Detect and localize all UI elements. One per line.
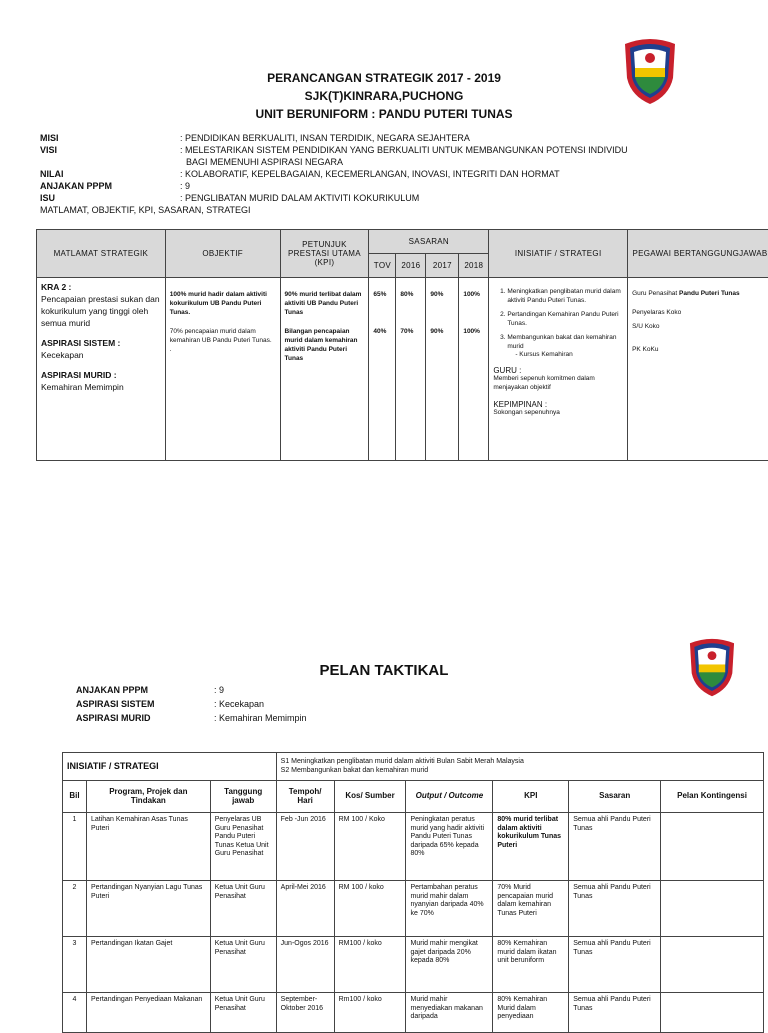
cell-tanggung: Ketua Unit Guru Penasihat — [210, 993, 276, 1033]
mission-info — [40, 132, 646, 216]
table-row — [63, 881, 764, 937]
info-label: VISI — [40, 145, 58, 155]
cell-output: Peningkatan peratus murid yang hadir aktiviti Pandu Puteri Tunas daripada 65% kepada 80% — [406, 813, 493, 881]
header-program: Program, Projek dan Tindakan — [86, 781, 210, 813]
tov-2: 40% — [373, 328, 387, 335]
cell-sasaran: Semua ahli Pandu Puteri Tunas — [569, 881, 661, 937]
pegawai-cell — [628, 278, 768, 461]
cell-tanggung: Ketua Unit Guru Penasihat — [210, 881, 276, 937]
cell-bil: 2 — [63, 881, 87, 937]
pegawai-1 — [632, 290, 768, 299]
tov-1: 65% — [373, 291, 387, 298]
header-pegawai: PEGAWAI BERTANGGUNGJAWAB — [628, 230, 768, 278]
strategi-1: S1 Meningkatkan penglibatan murid dalam aktiviti Bulan Sabit Merah Malaysia — [280, 758, 524, 765]
header-tempoh: Tempoh/ Hari — [276, 781, 334, 813]
inisiatif-strategi-label: INISIATIF / STRATEGI — [63, 753, 277, 781]
header-pelan: Pelan Kontingensi — [661, 781, 764, 813]
pelan-info-label: ASPIRASI SISTEM — [76, 699, 155, 709]
cell-tempoh: April-Mei 2016 — [276, 881, 334, 937]
title-line-3: UNIT BERUNIFORM : PANDU PUTERI TUNAS — [255, 107, 513, 121]
cell-tanggung: Penyelaras UB Guru Penasihat Pandu Puteri Tunas Ketua Unit Guru Penasihat — [210, 813, 276, 881]
kra-text: Pencapaian prestasi sukan dan kokurikulum yang tinggi oleh semua murid — [41, 294, 160, 328]
pelan-info-label: ASPIRASI MURID — [76, 713, 151, 723]
info-label: NILAI — [40, 169, 64, 179]
pegawai-1-prefix: Guru Penasihat — [632, 290, 680, 297]
y2016-1: 80% — [400, 291, 414, 298]
cell-kos: Rm100 / koko — [334, 993, 406, 1033]
objektif-3: . — [169, 346, 172, 353]
inisiatif-cell — [489, 278, 628, 461]
title-line-1: PERANCANGAN STRATEGIK 2017 - 2019 — [267, 71, 501, 85]
kpi-1: 90% murid terlibat dalam aktiviti UB Pandu Puteri Tunas — [284, 291, 362, 316]
pelan-info-value: : 9 — [214, 685, 225, 695]
strategic-plan-table — [36, 229, 768, 461]
pelan-info-label: ANJAKAN PPPM — [76, 685, 149, 695]
table-row — [63, 993, 764, 1033]
pegawai-3: S/U Koko — [632, 323, 660, 330]
kepimpinan-text: Sokongan sepenuhnya — [493, 409, 560, 416]
cell-pelan — [661, 813, 764, 881]
cell-kpi: 80% Kemahiran Murid dalam penyediaan — [493, 993, 569, 1033]
cell-kos: RM 100 / Koko — [334, 813, 406, 881]
header-kpi: PETUNJUK PRESTASI UTAMA (KPI) — [280, 230, 369, 278]
objektif-cell — [165, 278, 280, 461]
cell-bil: 4 — [63, 993, 87, 1033]
header-sasaran: Sasaran — [569, 781, 661, 813]
aspirasi-sistem-value: Kecekapan — [41, 350, 84, 360]
title-line-2: SJK(T)KINRARA,PUCHONG — [304, 89, 464, 103]
info-label: MISI — [40, 133, 59, 143]
guru-label: GURU : — [493, 366, 522, 375]
cell-pelan — [661, 881, 764, 937]
cell-program: Pertandingan Ikatan Gajet — [86, 937, 210, 993]
info-value: BAGI MEMENUHI ASPIRASI NEGARA — [186, 157, 344, 167]
y2018-1: 100% — [463, 291, 480, 298]
aspirasi-sistem-label: ASPIRASI SISTEM : — [41, 338, 121, 348]
y2018-cell — [459, 278, 489, 461]
y2016-cell — [396, 278, 426, 461]
cell-kos: RM 100 / koko — [334, 881, 406, 937]
strategi-cell — [276, 753, 763, 781]
aspirasi-murid-value: Kemahiran Memimpin — [41, 382, 124, 392]
info-value: : PENDIDIKAN BERKUALITI, INSAN TERDIDIK, NEGARA SEJAHTERA — [180, 133, 470, 143]
kpi-cell — [280, 278, 369, 461]
objektif-1: 100% murid hadir dalam aktiviti kokurikulum UB Pandu Puteri Tunas. — [169, 291, 267, 316]
header-kos: Kos/ Sumber — [334, 781, 406, 813]
cell-pelan — [661, 937, 764, 993]
header-2017: 2017 — [426, 254, 459, 278]
cell-sasaran: Semua ahli Pandu Puteri Tunas — [569, 993, 661, 1033]
header-2016: 2016 — [396, 254, 426, 278]
y2017-2: 90% — [430, 328, 444, 335]
header-tov: TOV — [369, 254, 396, 278]
cell-output: Murid mahir menyediakan makanan daripada — [406, 993, 493, 1033]
cell-output: Pertambahan peratus murid mahir dalam nyanyian daripada 40% ke 70% — [406, 881, 493, 937]
cell-program: Pertandingan Nyanyian Lagu Tunas Puteri — [86, 881, 210, 937]
cell-pelan — [661, 993, 764, 1033]
cell-sasaran: Semua ahli Pandu Puteri Tunas — [569, 813, 661, 881]
kra-title: KRA 2 : — [41, 282, 72, 292]
y2018-2: 100% — [463, 328, 480, 335]
header-sasaran: SASARAN — [369, 230, 489, 254]
cell-kos: RM100 / koko — [334, 937, 406, 993]
cell-kpi: 80% Kemahiran murid dalam ikatan unit beruniform — [493, 937, 569, 993]
cell-tempoh: Jun-Ogos 2016 — [276, 937, 334, 993]
header-objektif: OBJEKTIF — [165, 230, 280, 278]
info-value: : 9 — [180, 181, 191, 191]
aspirasi-murid-label: ASPIRASI MURID : — [41, 370, 117, 380]
header-kpi: KPI — [493, 781, 569, 813]
cell-output: Murid mahir mengikat gajet daripada 20% kepada 80% — [406, 937, 493, 993]
info-label — [40, 156, 180, 168]
header-2018: 2018 — [459, 254, 489, 278]
inisiatif-item: 3. Membangunkan bakat dan kemahiran murid — [507, 334, 623, 351]
y2017-cell — [426, 278, 459, 461]
cell-program: Pertandingan Penyediaan Makanan — [86, 993, 210, 1033]
y2017-1: 90% — [430, 291, 444, 298]
header-inisiatif: INISIATIF / STRATEGI — [489, 230, 628, 278]
inisiatif-item: 2. Pertandingan Kemahiran Pandu Puteri Tunas. — [507, 311, 623, 328]
inisiatif-item: 1. Meningkatkan penglibatan murid dalam aktiviti Pandu Puteri Tunas. — [507, 288, 623, 305]
inisiatif-list — [493, 288, 623, 351]
cell-tempoh: Feb -Jun 2016 — [276, 813, 334, 881]
tactical-plan-table — [62, 752, 764, 1033]
info-label: ISU — [40, 193, 56, 203]
info-label: ANJAKAN PPPM — [40, 181, 113, 191]
info-value: : KOLABORATIF, KEPELBAGAIAN, KECEMERLANGAN, INOVASI, INTEGRITI DAN HORMAT — [180, 169, 560, 179]
header-tanggung: Tanggung jawab — [210, 781, 276, 813]
pelan-title: PELAN TAKTIKAL — [319, 662, 449, 679]
header-bil: Bil — [63, 781, 87, 813]
guru-text: Memberi sepenuh komitmen dalam menjayakan objektif — [493, 375, 595, 391]
cell-sasaran: Semua ahli Pandu Puteri Tunas — [569, 937, 661, 993]
pegawai-1-bold: Pandu Puteri Tunas — [679, 290, 740, 297]
cell-bil: 1 — [63, 813, 87, 881]
info-value: : MELESTARIKAN SISTEM PENDIDIKAN YANG BERKUALITI UNTUK MEMBANGUNKAN POTENSI INDIVIDU — [180, 145, 628, 155]
pegawai-2: Penyelaras Koko — [632, 308, 682, 316]
cell-bil: 3 — [63, 937, 87, 993]
cell-tanggung: Ketua Unit Guru Penasihat — [210, 937, 276, 993]
cell-tempoh: September- Oktober 2016 — [276, 993, 334, 1033]
pelan-info-value: : Kecekapan — [214, 699, 265, 709]
inisiatif-sub: - Kursus Kemahiran — [515, 351, 573, 358]
kra-cell — [37, 278, 166, 461]
objektif-2: 70% pencapaian murid dalam kemahiran UB Pandu Puteri Tunas. — [169, 328, 272, 344]
document-title — [0, 69, 768, 123]
tov-cell — [369, 278, 396, 461]
kepimpinan-label: KEPIMPINAN : — [493, 400, 548, 409]
pelan-info — [76, 683, 307, 725]
pegawai-4: PK KoKu — [632, 345, 659, 353]
cell-kpi: 80% murid terlibat dalam aktiviti kokurikulum Tunas Puteri — [493, 813, 569, 881]
cell-program: Latihan Kemahiran Asas Tunas Puteri — [86, 813, 210, 881]
matlamat-line: MATLAMAT, OBJEKTIF, KPI, SASARAN, STRATEGI — [40, 205, 251, 215]
y2016-2: 70% — [400, 328, 414, 335]
table-row — [63, 937, 764, 993]
table-row — [63, 813, 764, 881]
kpi-2: Bilangan pencapaian murid dalam kemahiran aktiviti Pandu Puteri Tunas — [284, 328, 358, 362]
info-value: : PENGLIBATAN MURID DALAM AKTIVITI KOKURIKULUM — [180, 193, 420, 203]
header-matlamat: MATLAMAT STRATEGIK — [37, 230, 166, 278]
pelan-info-value: : Kemahiran Memimpin — [214, 713, 307, 723]
strategi-2: S2 Membangunkan bakat dan kemahiran murid — [280, 766, 429, 774]
header-output: Output / Outcome — [406, 781, 493, 813]
cell-kpi: 70% Murid pencapaian murid dalam kemahiran Tunas Puteri — [493, 881, 569, 937]
